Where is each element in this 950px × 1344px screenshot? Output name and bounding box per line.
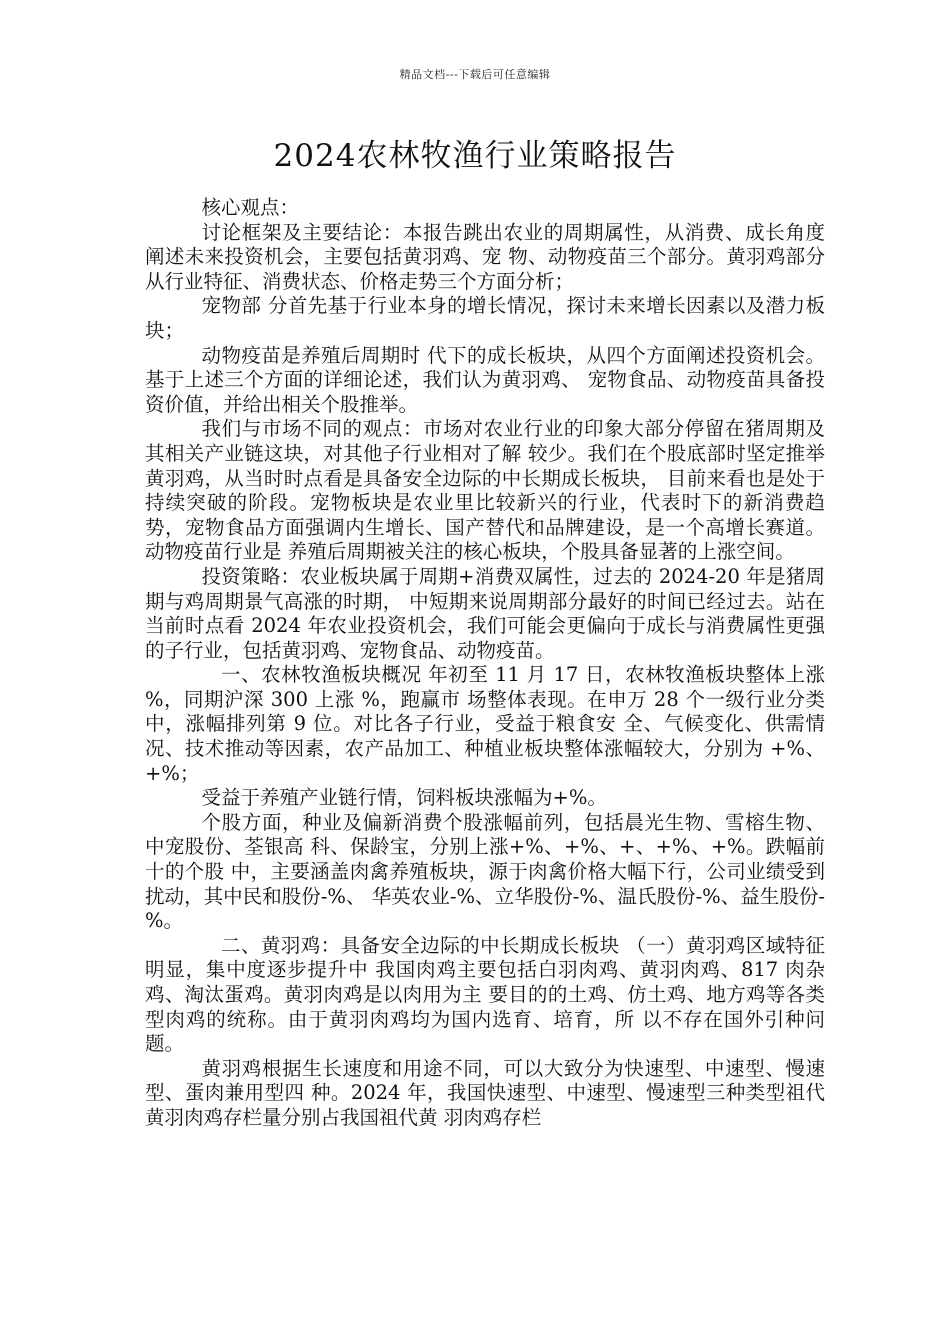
paragraph-vaccines: 动物疫苗是养殖后周期时 代下的成长板块，从四个方面阐述投资机会。基于上述三个方面的详细论述，我们认为黄羽鸡、 宠物食品、动物疫苗具备投资价值，并给出相关个股推举。 — [145, 343, 825, 416]
document-body — [145, 196, 825, 1131]
document-title: 2024农林牧渔行业策略报告 — [273, 138, 677, 174]
paragraph-feed: 受益于养殖产业链行情，饲料板块涨幅为+%。 — [201, 786, 607, 810]
paragraph-yellow-chicken-types: 黄羽鸡根据生长速度和用途不同，可以大致分为快速型、中速型、慢速型、蛋肉兼用型四 种。2024 年，我国快速型、中速型、慢速型三种类型祖代黄羽肉鸡存栏量分别占我国祖代黄 羽肉鸡存栏 — [145, 1056, 825, 1129]
paragraph-core-views: 核心观点： — [201, 196, 300, 219]
paragraph-different-views: 我们与市场不同的观点：市场对农业行业的印象大部分停留在猪周期及其相关产业链这块，对其他子行业相对了解 较少。我们在个股底部时坚定推举黄羽鸡，从当时时点看是具备安全边际的中长期成长板块， 目前来看也是处于持续突破的阶段。宠物板块是农业里比较新兴的行业，代表时下的新消费趋 势，宠物食品方面强调内生增长、国产替代和品牌建设，是一个高增长赛道。动物疫苗行业是 养殖后周期被关注的核心板块，个股具备显著的上涨空间。 — [145, 417, 825, 564]
page-header: 精品文档---下载后可任意编辑 — [399, 68, 551, 81]
paragraph-framework: 讨论框架及主要结论：本报告跳出农业的周期属性，从消费、成长角度阐述未来投资机会，主要包括黄羽鸡、宠 物、动物疫苗三个部分。黄羽鸡部分从行业特征、消费状态、价格走势三个方面分析； — [145, 220, 825, 293]
paragraph-pets: 宠物部 分首先基于行业本身的增长情况，探讨未来增长因素以及潜力板块； — [145, 294, 825, 342]
paragraph-stocks: 个股方面，种业及偏新消费个股涨幅前列，包括晨光生物、雪榕生物、中宠股份、荃银高 科、保龄宝，分别上涨+%、+%、+、+%、+%。跌幅前十的个股 中，主要涵盖肉禽养殖板块，源于肉禽价格大幅下行，公司业绩受到扰动，其中民和股份-%、 华英农业-%、立华股份-%、温氏股份-%、益生股份-%。 — [145, 810, 825, 933]
paragraph-investment-strategy: 投资策略：农业板块属于周期+消费双属性，过去的 2024-20 年是猪周期与鸡周期景气高涨的时期， 中短期来说周期部分最好的时间已经过去。站在当前时点看 2024 年农业投资机会，我们可能会更偏向于成长与消费属性更强的子行业，包括黄羽鸡、宠物食品、动物疫苗。 — [145, 564, 825, 662]
paragraph-section-2: 二、黄羽鸡：具备安全边际的中长期成长板块 （一）黄羽鸡区域特征明显，集中度逐步提升中 我国肉鸡主要包括白羽肉鸡、黄羽肉鸡、817 肉杂鸡、淘汰蛋鸡。黄羽肉鸡是以肉用为主 要目的的土鸡、仿土鸡、地方鸡等各类型肉鸡的统称。由于黄羽肉鸡均为国内选育、培育，所 以不存在国外引种问题。 — [145, 933, 825, 1056]
paragraph-section-1: 一、农林牧渔板块概况 年初至 11 月 17 日，农林牧渔板块整体上涨 %，同期沪深 300 上涨 %，跑赢市 场整体表现。在申万 28 个一级行业分类中，涨幅排列第 9 位。对比各子行业，受益于粮食安 全、气候变化、供需情况、技术推动等因素，农产品加工、种植业板块整体涨幅较大，分别为 +%、+%； — [145, 663, 825, 785]
